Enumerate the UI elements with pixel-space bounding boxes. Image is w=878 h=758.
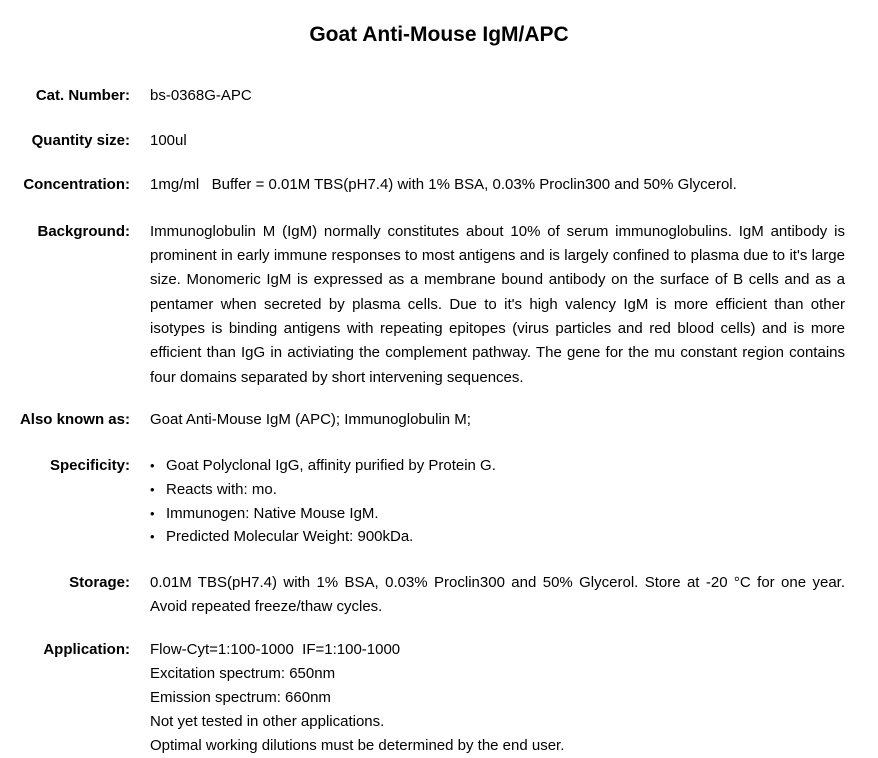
cat-number-label: Cat. Number: <box>35 87 130 104</box>
application-line-excitation: Excitation spectrum: 650nm <box>150 664 336 682</box>
page-title: Goat Anti-Mouse IgM/APC <box>309 23 569 46</box>
background-label: Background: <box>37 222 130 240</box>
bullet-item <box>150 478 845 502</box>
quantity-size-value: 100ul <box>150 132 187 150</box>
bullet-item <box>150 454 845 478</box>
application-line-not-tested: Not yet tested in other applications. <box>150 712 385 730</box>
specificity-item-text: Reacts with: mo. <box>166 480 277 498</box>
specificity-bullet-list <box>150 454 845 549</box>
specificity-item-text: Predicted Molecular Weight: 900kDa. <box>166 528 414 546</box>
specificity-label: Specificity: <box>49 457 130 475</box>
bullet-icon: • <box>150 505 155 521</box>
bullet-icon: • <box>150 481 155 497</box>
bullet-icon: • <box>150 458 155 474</box>
application-lines <box>150 638 845 758</box>
field-row-specificity <box>0 454 878 549</box>
concentration-label: Concentration: <box>23 175 130 193</box>
bullet-icon: • <box>150 529 155 545</box>
bullet-item <box>150 525 845 549</box>
specificity-item-text: Immunogen: Native Mouse IgM. <box>166 504 379 522</box>
background-value: Immunoglobulin M (IgM) normally constitutes about 10% of serum immunoglobulins. IgM antibody is prominent in early immune responses to most antigens and is largely confined to plasma due to it's large size. Monomeric IgM is expressed as a membrane bound antibody on the surface of B cells and as a pentamer when secreted by plasma cells. Due to it's high valency IgM is more efficient than other isotypes is binding antigens with repeating epitopes (virus particles and red blood cells) and is more efficient than IgG in activiating the complement pathway. The gene for the mu constant region contains four domains separated by short intervening sequences. <box>150 222 845 386</box>
field-row-also-known-as <box>0 408 878 432</box>
field-row-application <box>0 638 878 758</box>
field-row-background <box>0 220 878 390</box>
application-line-dilutions: Flow-Cyt=1:100-1000 IF=1:100-1000 <box>150 640 401 658</box>
specificity-item-text: Goat Polyclonal IgG, affinity purified by Protein G. <box>166 457 496 475</box>
storage-value: 0.01M TBS(pH7.4) with 1% BSA, 0.03% Proclin300 and 50% Glycerol. Store at -20 °C for one year. Avoid repeated freeze/thaw cycles. <box>150 574 845 616</box>
cat-number-value: bs-0368G-APC <box>150 87 252 104</box>
also-known-as-value: Goat Anti-Mouse IgM (APC); Immunoglobulin M; <box>150 410 471 428</box>
field-row-concentration <box>0 173 878 197</box>
application-label: Application: <box>43 640 130 658</box>
also-known-as-label: Also known as: <box>19 410 130 428</box>
concentration-value: 1mg/ml Buffer = 0.01M TBS(pH7.4) with 1% BSA, 0.03% Proclin300 and 50% Glycerol. <box>150 175 737 193</box>
field-row-quantity-size <box>0 129 878 153</box>
field-row-cat-number <box>0 84 878 108</box>
field-row-storage <box>0 571 878 620</box>
storage-label: Storage: <box>69 574 130 592</box>
application-line-optimal: Optimal working dilutions must be determined by the end user. <box>150 736 565 754</box>
quantity-size-label: Quantity size: <box>31 132 130 150</box>
application-line-emission: Emission spectrum: 660nm <box>150 688 331 706</box>
bullet-item <box>150 502 845 526</box>
